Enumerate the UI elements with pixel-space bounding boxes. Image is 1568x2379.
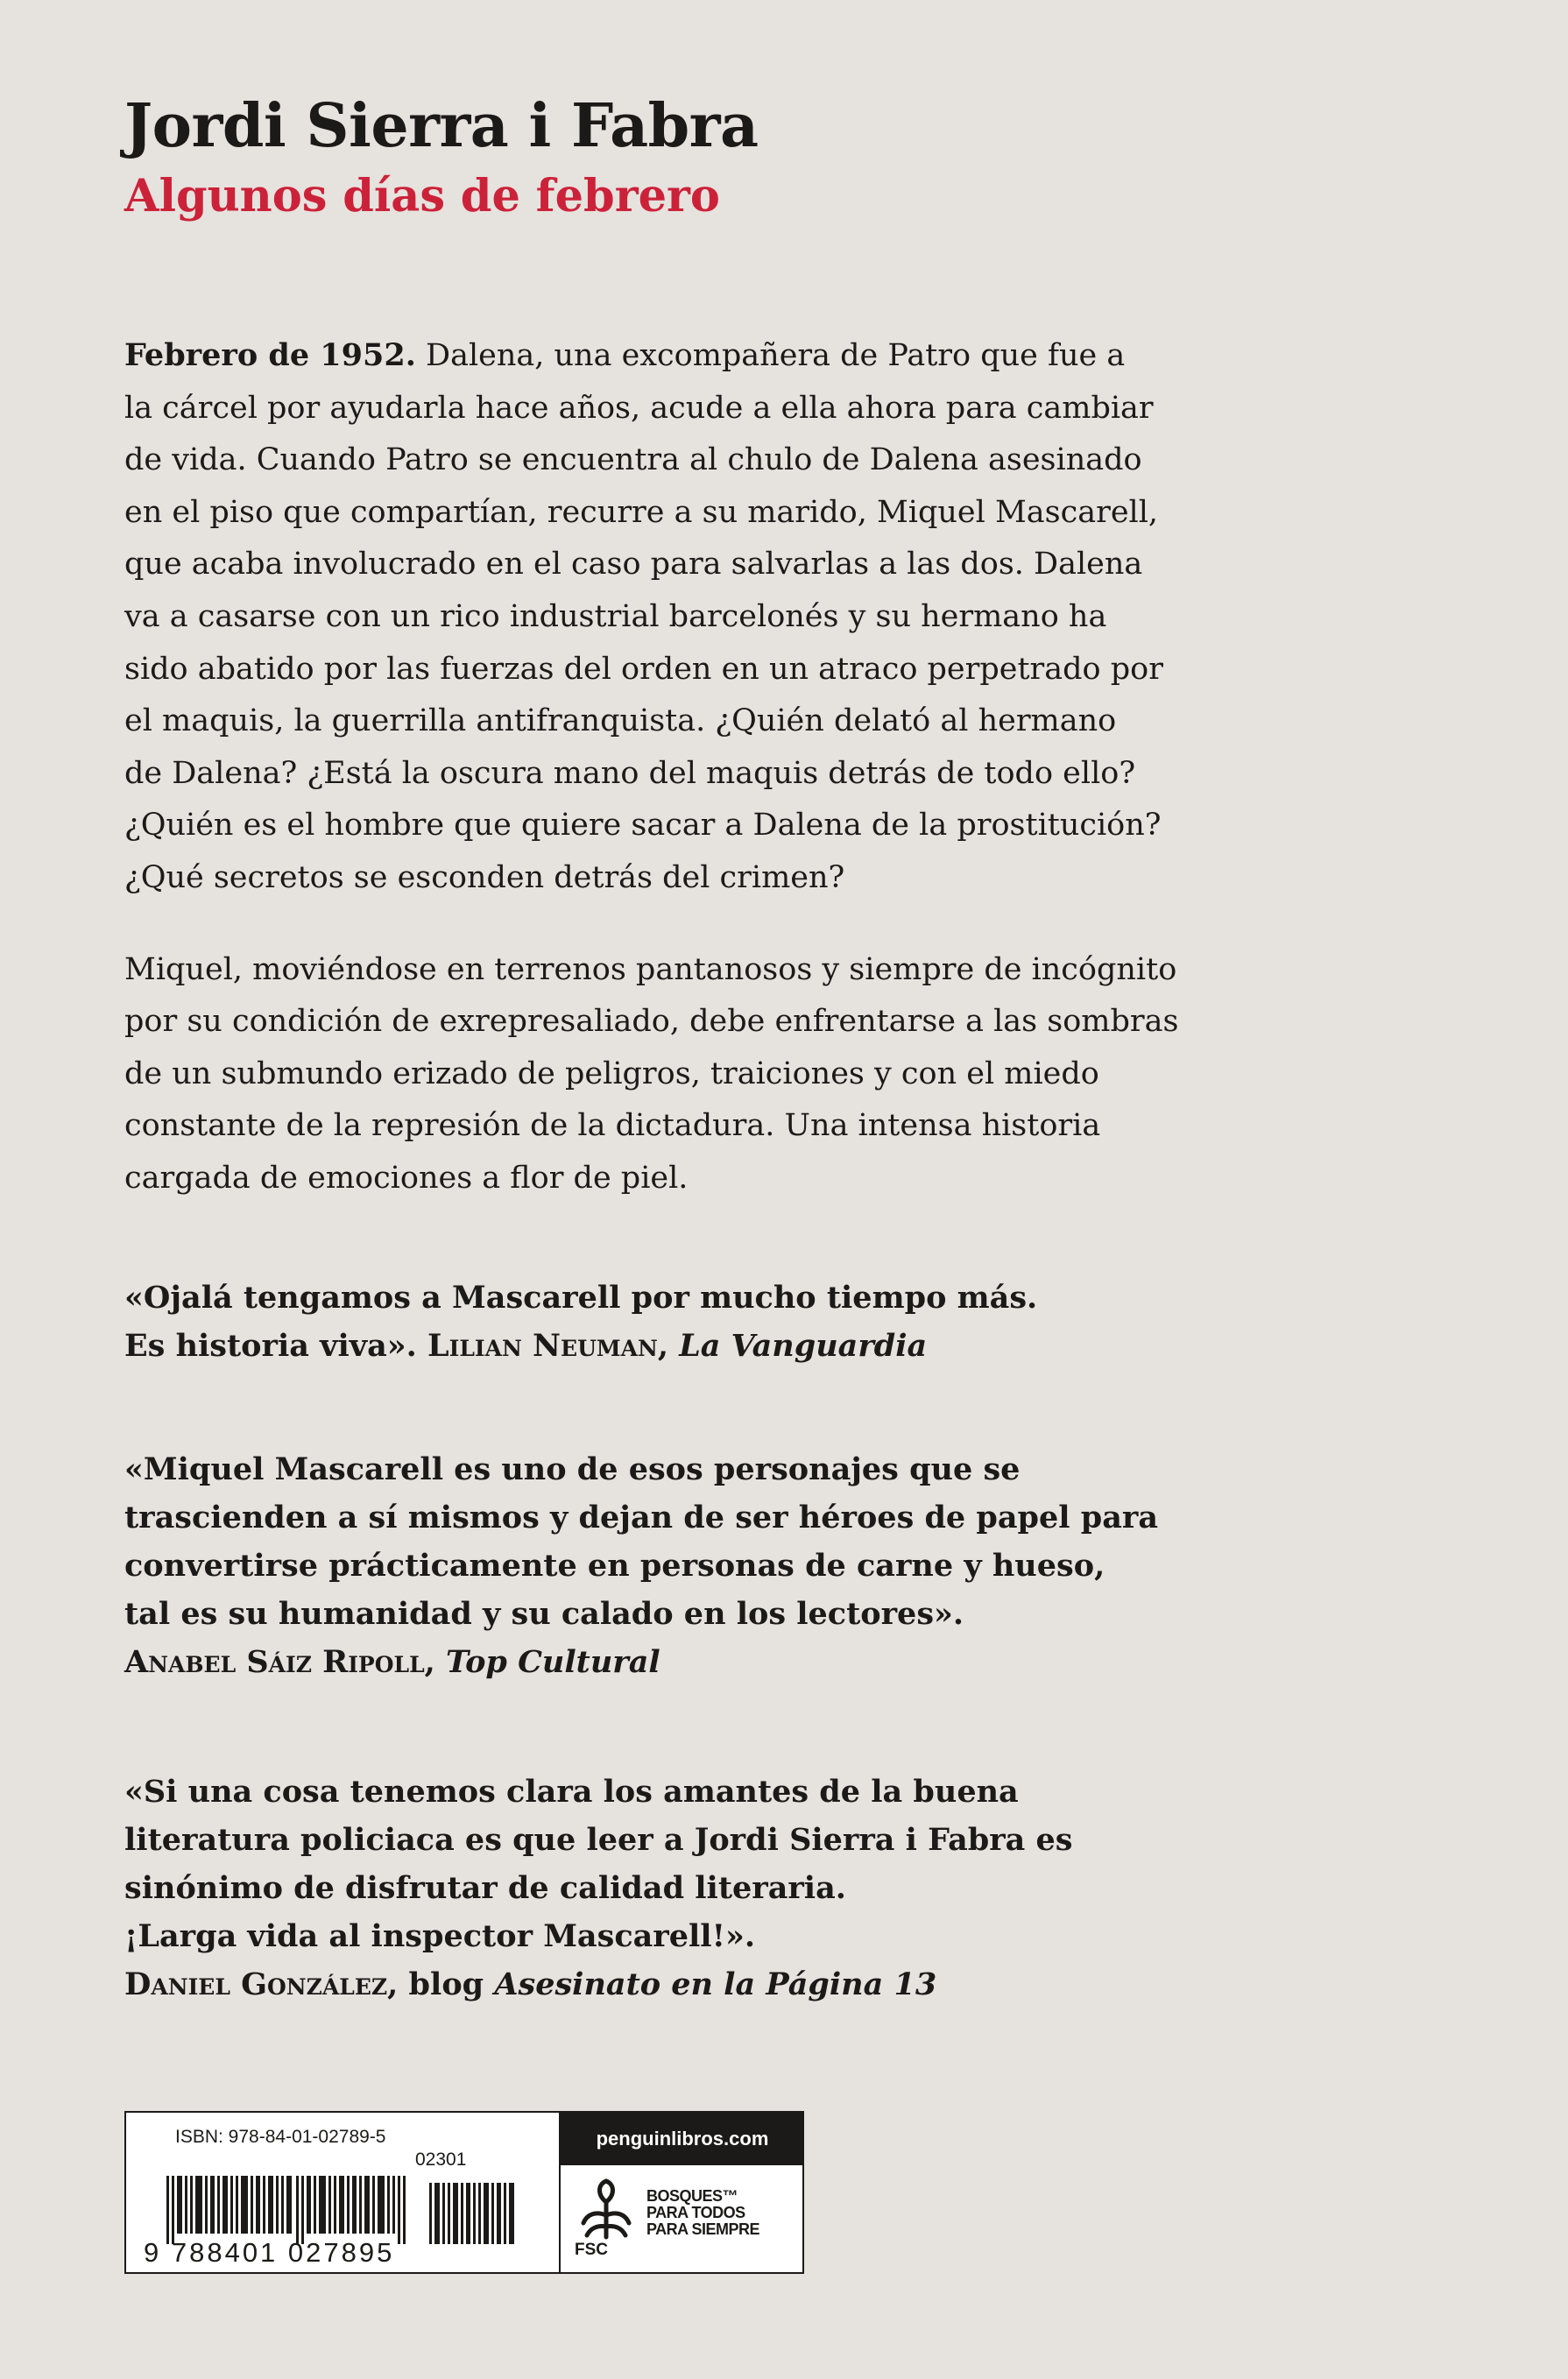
barcode-panel [124, 2111, 804, 2274]
quote-attribution: Daniel González, blog Asesinato en la Página 13 [124, 1966, 937, 2002]
synopsis-line [124, 329, 1263, 383]
barcode-addon: 02301 [415, 2150, 467, 2170]
synopsis-line: de un submundo erizado de peligros, traiciones y con el miedo [124, 1055, 1099, 1091]
barcode-icon [166, 2176, 526, 2244]
fsc-slogan-line: PARA SIEMPRE [646, 2220, 760, 2238]
paragraph-gap [124, 905, 1263, 944]
synopsis-line: ¿Qué secretos se esconden detrás del crimen? [124, 859, 845, 895]
isbn-label: ISBN: 978-84-01-02789-5 [175, 2127, 386, 2147]
synopsis-line-text: Dalena, una excompañera de Patro que fue a [415, 338, 1126, 373]
quote-line: literatura policiaca es que leer a Jordi Sierra i Fabra es [124, 1822, 1073, 1858]
quote-source-prefix: blog [408, 1966, 484, 2002]
quote-line: «Ojalá tengamos a Mascarell por mucho tiempo más. [124, 1280, 1038, 1316]
quote-line: «Miquel Mascarell es uno de esos personajes que se [124, 1451, 1021, 1487]
quote-source: Top Cultural [446, 1644, 660, 1680]
quote-line: Es historia viva». Lilian Neuman, La Vanguardia [124, 1328, 928, 1364]
synopsis-line: ¿Quién es el hombre que quiere sacar a Dalena de la prostitución? [124, 808, 1162, 844]
quote-author: Anabel Sáiz Ripoll [124, 1644, 425, 1680]
synopsis-line: sido abatido por las fuerzas del orden en un atraco perpetrado por [124, 651, 1163, 687]
review-quote-3 [124, 1768, 1073, 2008]
synopsis-line: Miquel, moviéndose en terrenos pantanosos y siempre de incógnito [124, 951, 1177, 987]
fsc-label: FSC [575, 2241, 608, 2259]
synopsis-line: el maquis, la guerrilla antifranquista. ¿Quién delató al hermano [124, 703, 1117, 739]
quote-line: ¡Larga vida al inspector Mascarell!». [124, 1918, 756, 1954]
synopsis-line: de vida. Cuando Patro se encuentra al chulo de Dalena asesinado [124, 442, 1142, 478]
synopsis-line: la cárcel por ayudarla hace años, acude a ella ahora para cambiar [124, 390, 1154, 426]
fsc-slogan-line: BOSQUES™ [646, 2187, 738, 2205]
synopsis-line: por su condición de exrepresaliado, debe enfrentarse a las sombras [124, 1004, 1179, 1040]
quote-author: Lilian Neuman [427, 1328, 658, 1364]
book-title: Algunos días de febrero [124, 170, 720, 222]
publisher-website: penguinlibros.com [561, 2113, 804, 2165]
quote-attribution: Anabel Sáiz Ripoll, Top Cultural [124, 1644, 660, 1680]
synopsis [124, 329, 1263, 1205]
quote-source: Asesinato en la Página 13 [494, 1966, 937, 2002]
synopsis-line: va a casarse con un rico industrial barcelonés y su hermano ha [124, 598, 1107, 634]
publisher-panel [559, 2113, 804, 2272]
synopsis-line: en el piso que compartían, recurre a su marido, Miquel Mascarell, [124, 494, 1159, 530]
author-name: Jordi Sierra i Fabra [124, 91, 759, 161]
synopsis-line: de Dalena? ¿Está la oscura mano del maquis detrás de todo ello? [124, 755, 1136, 791]
quote-text: Es historia viva». [124, 1328, 417, 1364]
barcode-digits: 9 788401 027895 [144, 2237, 395, 2268]
fsc-slogan-line: PARA TODOS [646, 2204, 745, 2221]
synopsis-line: que acaba involucrado en el caso para salvarlas a las dos. Dalena [124, 547, 1143, 582]
synopsis-line: constante de la represión de la dictadura. Una intensa historia [124, 1108, 1101, 1144]
synopsis-line: cargada de emociones a flor de piel. [124, 1160, 689, 1196]
synopsis-lead: Febrero de 1952. [124, 337, 416, 373]
quote-source: La Vanguardia [679, 1328, 928, 1364]
review-quote-2 [124, 1445, 1158, 1686]
quote-author: Daniel González [124, 1966, 388, 2002]
quote-line: «Si una cosa tenemos clara los amantes de la buena [124, 1774, 1019, 1810]
quote-line: sinónimo de disfrutar de calidad literaria. [124, 1870, 846, 1906]
review-quote-1 [124, 1274, 1037, 1370]
quote-line: convertirse prácticamente en personas de carne y hueso, [124, 1548, 1105, 1584]
quote-line: tal es su humanidad y su calado en los lectores». [124, 1596, 964, 1632]
fsc-slogan [646, 2188, 759, 2238]
quote-line: trascienden a sí mismos y dejan de ser héroes de papel para [124, 1500, 1159, 1535]
